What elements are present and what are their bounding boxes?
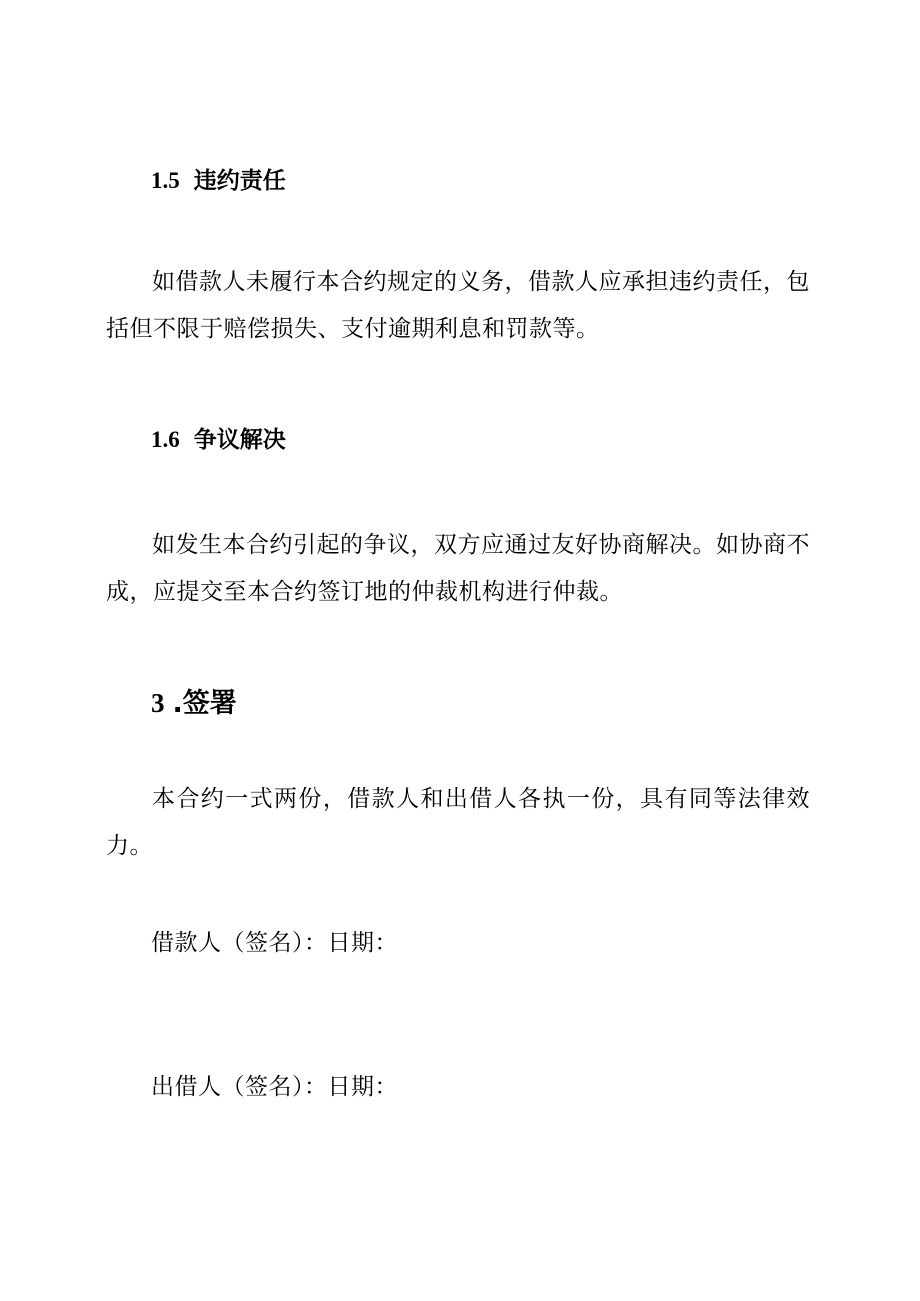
- section-body-1-6: 如发生本合约引起的争议，双方应通过友好协商解决。如协商不成，应提交至本合约签订地的仲裁机构进行仲裁。: [106, 532, 810, 605]
- section-number: 3: [151, 688, 165, 718]
- section-title: 争议解决: [193, 427, 286, 453]
- section-number: 1.6: [151, 427, 180, 452]
- section-heading-1-6: [151, 425, 286, 455]
- section-number: 1.5: [151, 168, 180, 193]
- section-body-1-5: 如借款人未履行本合约规定的义务，借款人应承担违约责任，包括但不限于赔偿损失、支付逾期利息和罚款等。: [106, 269, 810, 342]
- section-title: .签署: [172, 688, 237, 719]
- section-heading-3: [151, 686, 237, 721]
- section-body-3: 本合约一式两份，借款人和出借人各执一份，具有同等法律效力。: [106, 786, 810, 859]
- lender-signature-line: 出借人（签名）：日期：: [151, 1074, 398, 1100]
- section-title: 违约责任: [193, 168, 286, 194]
- section-heading-1-5: [151, 166, 286, 196]
- borrower-signature-line: 借款人（签名）：日期：: [151, 930, 398, 956]
